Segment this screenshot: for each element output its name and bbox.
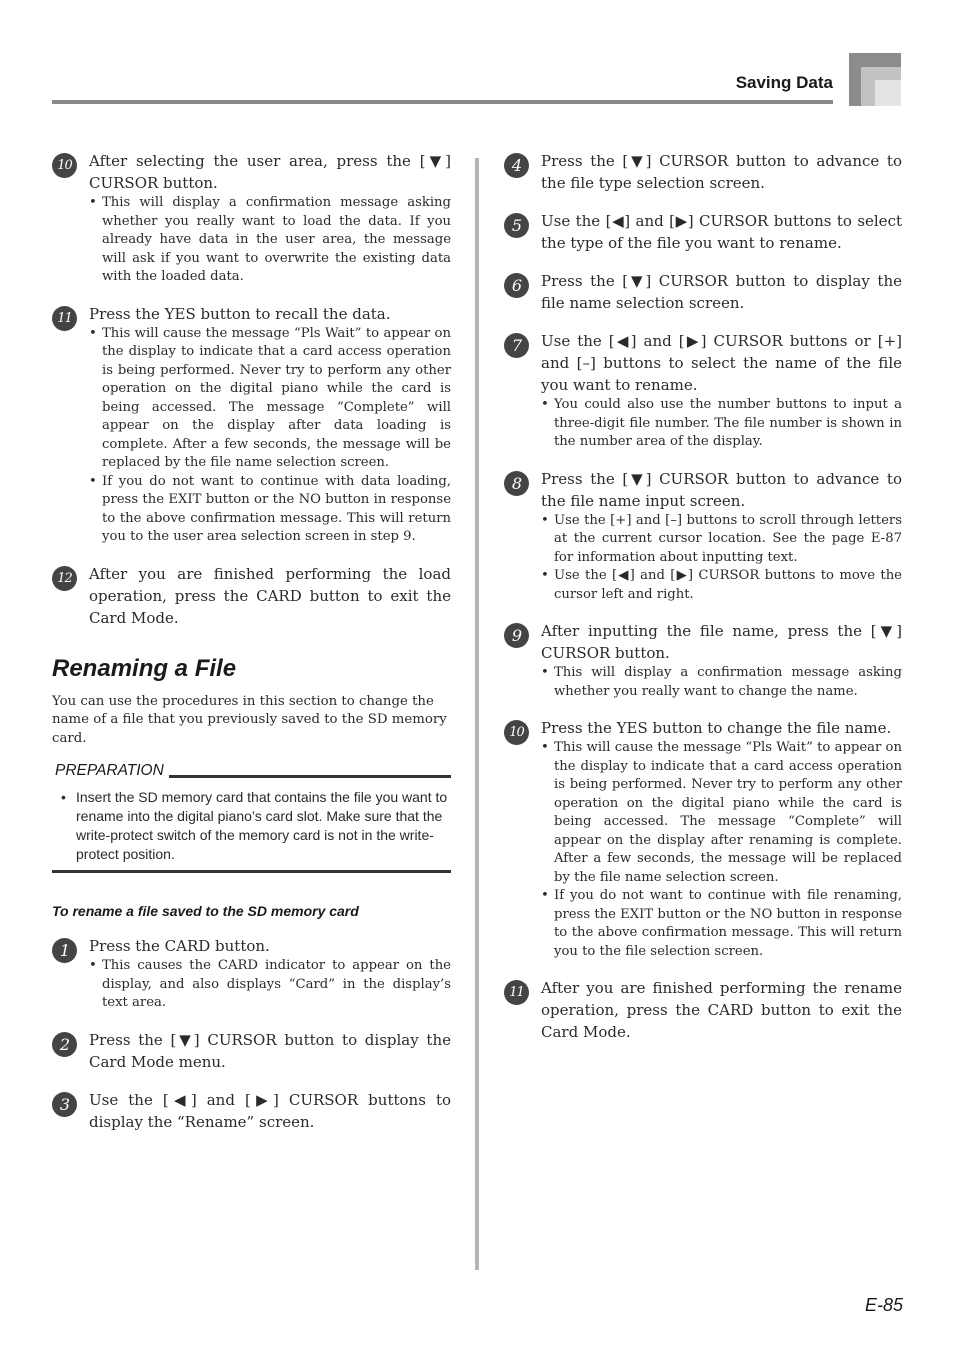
step-note: • Use the [◀] and [▶] CURSOR buttons to move the cursor left and right.	[541, 567, 902, 604]
step-text: After you are finished performing the load operation, press the CARD button to exit the Card Mode.	[89, 564, 451, 627]
step-text: Press the CARD button.	[89, 937, 270, 955]
step-note: • This will display a confirmation message asking whether you really want to change the name.	[541, 664, 902, 701]
step-text: Use the [◀] and [▶] CURSOR buttons to select the type of the file you want to rename.	[541, 212, 902, 252]
step-12	[52, 563, 451, 629]
step-notes	[541, 739, 902, 961]
steps-rename-start	[52, 935, 451, 1133]
steps-load	[52, 150, 451, 629]
step-11	[504, 977, 902, 1043]
step-number-badge: 12	[52, 566, 77, 591]
step-10	[504, 717, 902, 961]
column-divider	[475, 158, 479, 1270]
page-number: E-85	[864, 1295, 903, 1315]
step-8	[504, 468, 902, 605]
step-1	[52, 935, 451, 1013]
step-10	[52, 150, 451, 287]
step-notes	[89, 957, 451, 1013]
step-3	[52, 1089, 451, 1133]
running-header-title: Saving Data	[735, 73, 833, 92]
step-text: After inputting the file name, press the [▼] CURSOR button.	[541, 622, 902, 662]
step-text: Press the [▼] CURSOR button to display the Card Mode menu.	[89, 1030, 451, 1071]
preparation-item: • Insert the SD memory card that contains the file you want to rename into the digital piano’s card slot. Make sure that the write-protect switch of the memory card is not in the write-protect position.	[52, 788, 451, 864]
step-text: Press the [▼] CURSOR button to advance to the file name input screen.	[541, 469, 902, 510]
procedure-subheading: To rename a file saved to the SD memory card	[52, 903, 359, 919]
step-number-badge: 7	[504, 333, 529, 358]
preparation-box	[52, 762, 451, 873]
step-text: After you are finished performing the rename operation, press the CARD button to exit the Card Mode.	[541, 979, 902, 1041]
section-intro: You can use the procedures in this section to change the name of a file that you previously saved to the SD memory card.	[52, 693, 447, 746]
preparation-label: PREPARATION	[55, 762, 164, 779]
preparation-list	[52, 780, 451, 870]
step-notes	[541, 396, 902, 452]
step-5	[504, 210, 902, 254]
step-number-badge: 6	[504, 273, 529, 298]
step-text: Press the [▼] CURSOR button to display the file name selection screen.	[541, 272, 902, 312]
step-notes	[89, 194, 451, 287]
step-notes	[89, 325, 451, 547]
step-note: • This will cause the message “Pls Wait” to appear on the display to indicate that a card access operation is being performed. Never try to perform any other operation on the digital piano while the card is being accessed. The message “Complete” will appear on the display after data loading is complete. After a few seconds, the message will be replaced by the file name selection screen.	[89, 325, 451, 473]
header-corner-block	[849, 53, 901, 106]
step-number-badge: 10	[504, 720, 529, 745]
step-note: • This causes the CARD indicator to appear on the display, and also displays “Card” in the display’s text area.	[89, 957, 451, 1013]
step-text: After selecting the user area, press the [▼] CURSOR button.	[89, 152, 451, 192]
step-note: • If you do not want to continue with data loading, press the EXIT button or the NO button in response to the above confirmation message. This will return you to the user area selection screen in step 9.	[89, 473, 451, 547]
step-number-badge: 3	[52, 1092, 77, 1117]
step-number-badge: 11	[52, 306, 77, 331]
step-note: • This will cause the message “Pls Wait” to appear on the display to indicate that a card access operation is being performed. Never try to perform any other operation on the digital piano while the card is being accessed. The message “Complete” will appear on the display after renaming is complete. After a few seconds, the message will be replaced by the file name selection screen.	[541, 739, 902, 887]
step-notes	[541, 512, 902, 605]
step-note: • If you do not want to continue with file renaming, press the EXIT button or the NO button in response to the above confirmation message. This will return you to the file selection screen.	[541, 887, 902, 961]
step-number-badge: 2	[52, 1032, 77, 1057]
step-text: Press the YES button to recall the data.	[89, 304, 391, 323]
step-number-badge: 11	[504, 980, 529, 1005]
step-2	[52, 1029, 451, 1073]
step-4	[504, 150, 902, 194]
step-note: • This will display a confirmation message asking whether you really want to load the data. If you already have data in the user area, the message will ask if you want to overwrite the existing data with the loaded data.	[89, 194, 451, 287]
step-text: Use the [◀] and [▶] CURSOR buttons to display the “Rename” screen.	[89, 1090, 451, 1131]
step-notes	[541, 664, 902, 701]
step-number-badge: 10	[52, 153, 77, 178]
step-note: • You could also use the number buttons to input a three-digit file number. The file number is shown in the number area of the display.	[541, 396, 902, 452]
step-number-badge: 1	[52, 938, 77, 963]
steps-rename-continued	[504, 150, 902, 1043]
step-text: Press the YES button to change the file name.	[541, 719, 892, 737]
step-number-badge: 4	[504, 153, 529, 178]
step-number-badge: 8	[504, 471, 529, 496]
step-9	[504, 620, 902, 701]
step-note: • Use the [+] and [–] buttons to scroll through letters at the current cursor location. See the page E-87 for information about inputting text.	[541, 512, 902, 568]
step-11	[52, 303, 451, 547]
left-column	[52, 150, 451, 1149]
step-number-badge: 5	[504, 213, 529, 238]
section-title: Renaming a File	[52, 654, 237, 682]
step-6	[504, 270, 902, 314]
step-text: Press the [▼] CURSOR button to advance to the file type selection screen.	[541, 152, 902, 192]
right-column	[504, 150, 902, 1059]
step-number-badge: 9	[504, 623, 529, 648]
step-text: Use the [◀] and [▶] CURSOR buttons or [+] and [–] buttons to select the name of the file you want to rename.	[541, 332, 902, 394]
header-rule	[52, 100, 833, 104]
step-7	[504, 330, 902, 452]
